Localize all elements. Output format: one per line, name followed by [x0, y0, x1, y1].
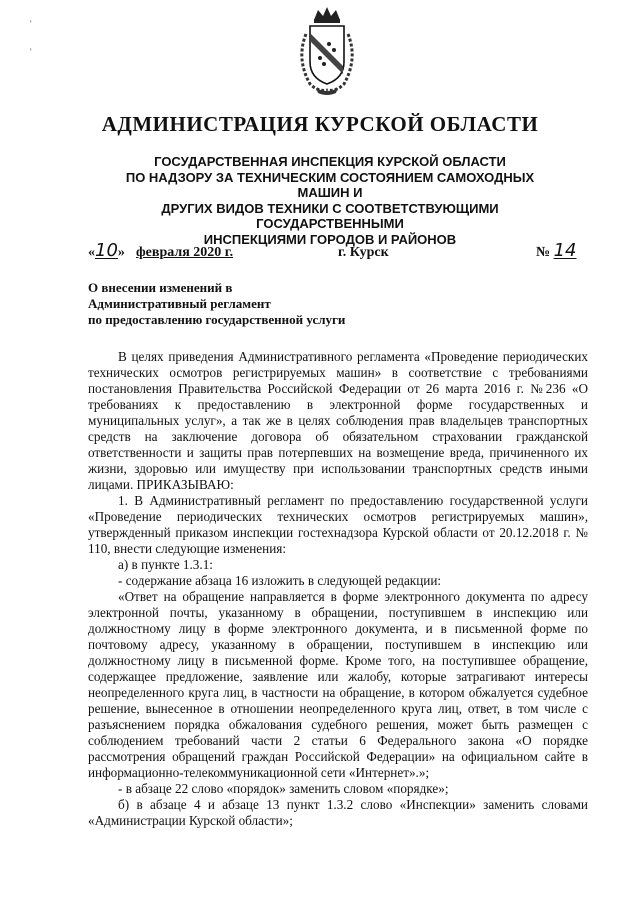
body-paragraph: б) в абзаце 4 и абзаце 13 пункт 1.3.2 слово «Инспекции» заменить словами «Администрации Курской области»; — [88, 797, 588, 828]
inspection-line: ПО НАДЗОРУ ЗА ТЕХНИЧЕСКИМ СОСТОЯНИЕМ САМОХОДНЫХ МАШИН И — [125, 169, 535, 200]
body-paragraph: 1. В Административный регламент по предоставлению государственной услуги «Проведение периодических технических осмотров регистрируемых машин», утвержденный приказом инспекции гостехнадзора Курской области от 20.12.2018 г. № 110, внести следующие изменения: — [88, 493, 588, 556]
number-label: № — [536, 245, 551, 260]
scan-marks: ' ' — [30, 19, 32, 57]
quote-close: » — [117, 245, 125, 260]
order-city: г. Курск — [338, 245, 389, 260]
administration-title: АДМИНИСТРАЦИЯ КУРСКОЙ ОБЛАСТИ — [101, 112, 539, 136]
subject-line: по предоставлению государственной услуги — [88, 312, 346, 327]
handwritten-number: 14 — [553, 240, 577, 261]
order-day — [88, 240, 125, 261]
quote-open: « — [88, 245, 95, 260]
order-number — [536, 240, 576, 261]
inspection-line: ГОСУДАРСТВЕННАЯ ИНСПЕКЦИЯ КУРСКОЙ ОБЛАСТИ — [154, 154, 506, 169]
body-paragraph: - в абзаце 22 слово «порядок» заменить словом «порядке»; — [118, 781, 449, 796]
inspection-line: ИНСПЕКЦИЯМИ ГОРОДОВ И РАЙОНОВ — [203, 231, 457, 247]
handwritten-day: 10 — [95, 240, 118, 261]
body-paragraph: а) в пункте 1.3.1: — [118, 557, 213, 572]
body-paragraph: «Ответ на обращение направляется в форме электронного документа по адресу электронной почты, указанному в обращении, поступившем в инспекцию или должностному лицу в форме электронного документа, и в письменной форме по почтовому адресу, указанному в обращении, поступившем в инспекцию или должностному лицу в письменной форме. Кроме того, на поступившее обращение, содержащее предложение, заявление или жалобу, которые затрагивают интересы неопределенного круга лиц, в частности на обращение, в котором обжалуется судебное решение, вынесенное в отношении неопределенного круга лиц, ответ, в том числе с разъяснением порядка обжалования судебного решения, может быть размещен с соблюдением требований части 2 статьи 6 Федерального закона «О порядке рассмотрения обращений граждан Российской Федерации» на официальном сайте в информационно-телекоммуникационной сети «Интернет».»; — [88, 589, 588, 780]
subject-line: Административный регламент — [88, 296, 271, 311]
body-paragraph: - содержание абзаца 16 изложить в следующей редакции: — [118, 573, 442, 588]
inspection-line: ДРУГИХ ВИДОВ ТЕХНИКИ С СООТВЕТСТВУЮЩИМИ ГОСУДАРСТВЕННЫМИ — [161, 200, 499, 231]
order-body — [88, 349, 588, 829]
order-month-year: февраля 2020 г. — [136, 245, 234, 260]
body-paragraph: В целях приведения Административного регламента «Проведение периодических технических осмотров регистрируемых машин» в соответствие с требованиями постановления Правительства Российской Федерации от 26 марта 2016 г. №236 «О требованиях к предоставлению в электронной форме государственных и муниципальных услуг», а так же в целях соблюдения прав владельцев транспортных средств на заключение договора об обязательном страховании гражданской ответственности и защиты прав потерпевших на возмещение вреда, причиненного их жизни, здоровью или имуществу при использовании транспортных средств иными лицами. ПРИКАЗЫВАЮ: — [88, 349, 588, 492]
order-date-line — [88, 237, 588, 261]
coat-of-arms-emblem — [292, 4, 362, 96]
order-subject — [88, 280, 408, 328]
inspection-title — [100, 154, 560, 247]
subject-line: О внесении изменений в — [88, 280, 233, 295]
